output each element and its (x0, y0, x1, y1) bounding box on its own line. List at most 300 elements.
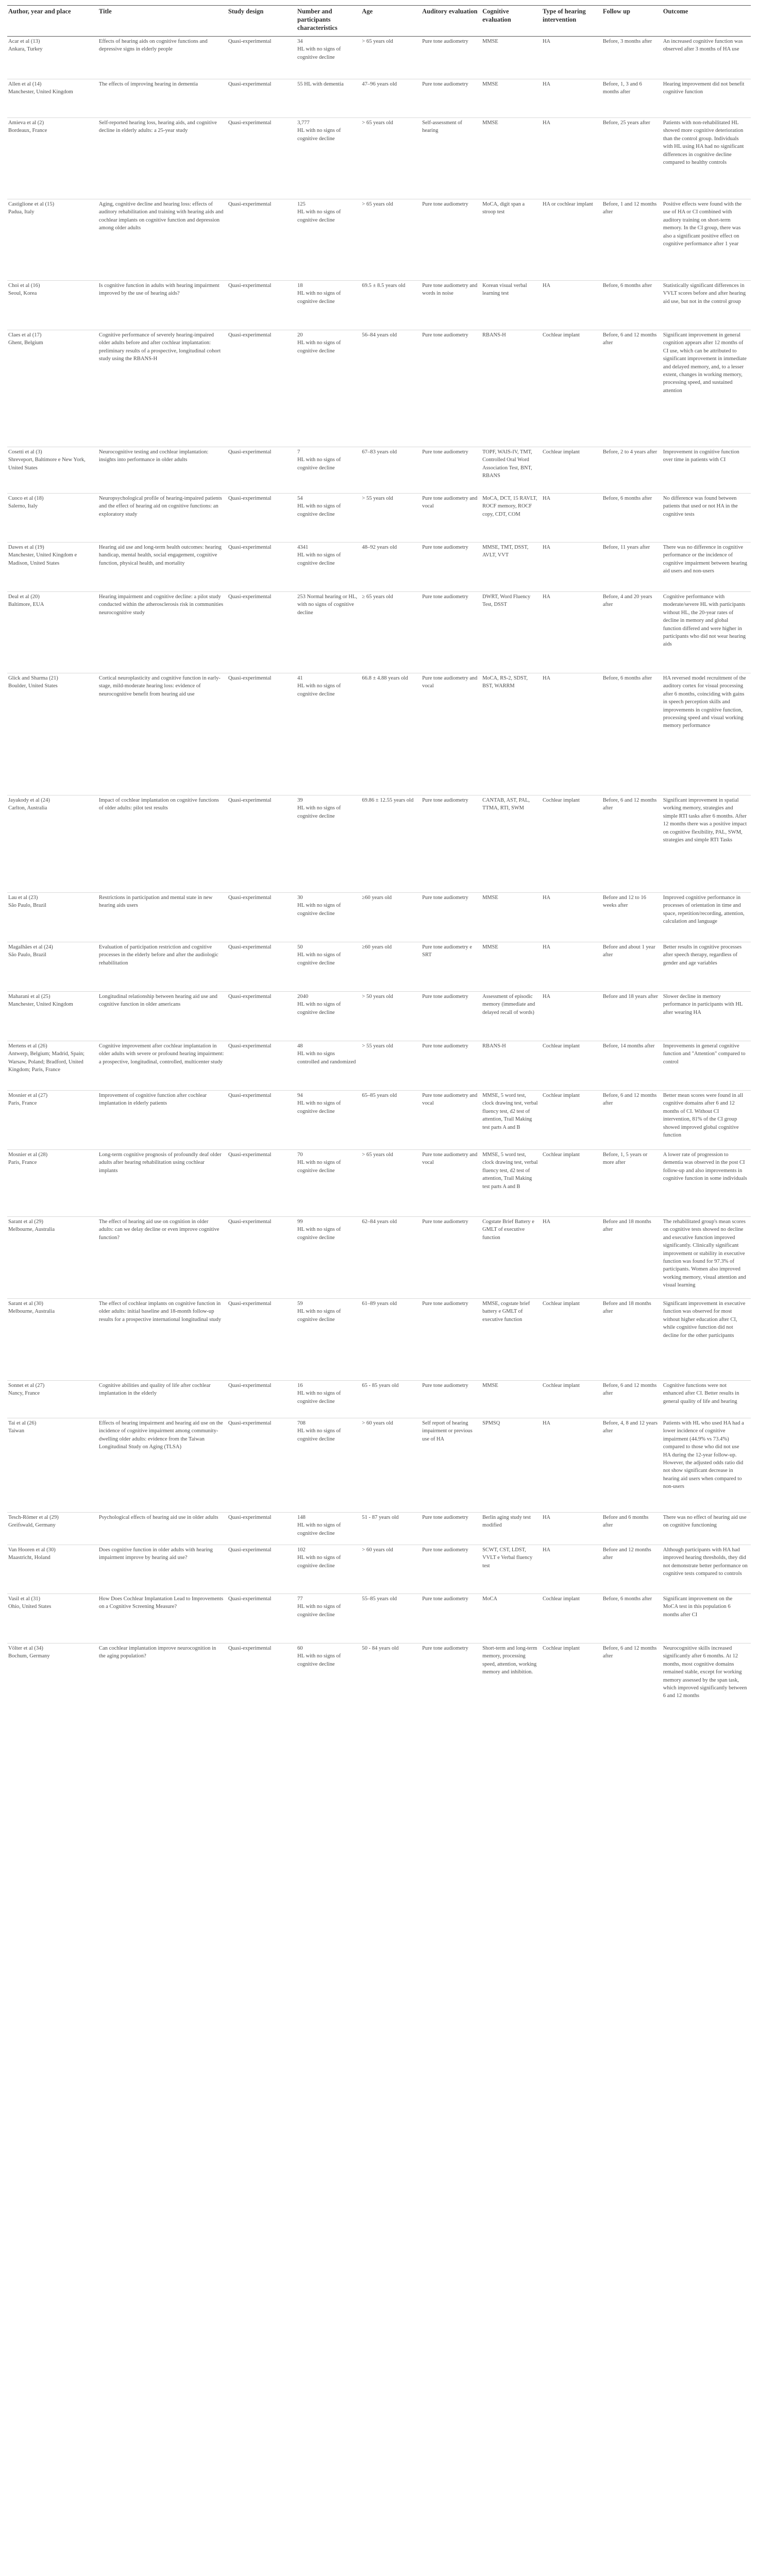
outcome-cell: Improved cognitive performance in processes of orientation in time and space, repetition/recording, attention, calculation and language (662, 893, 751, 942)
participants-cell: 77 HL with no signs of cognitive decline (296, 1594, 361, 1643)
column-header-participants: Number and participants characteristics (296, 6, 361, 37)
participants-cell: 48 HL with no signs controlled and randomized (296, 1041, 361, 1091)
table-row (7, 1041, 751, 1091)
hearing-intervention-cell: HA (542, 494, 602, 543)
age-cell: 51 - 87 years old (361, 1513, 421, 1545)
study-design-cell: Quasi-experimental (227, 1381, 296, 1418)
participants-cell: 125 HL with no signs of cognitive decline (296, 199, 361, 281)
cognitive-evaluation-cell: SPMSQ (481, 1418, 542, 1513)
outcome-cell: Slower decline in memory performance in participants with HL after wearing HA (662, 992, 751, 1041)
study-design-cell: Quasi-experimental (227, 893, 296, 942)
auditory-evaluation-cell: Pure tone audiometry (421, 330, 481, 447)
age-cell: > 65 years old (362, 39, 393, 44)
cognitive-evaluation-cell: Assessment of episodic memory (immediate and delayed recall of words) (481, 992, 542, 1041)
cognitive-evaluation-cell: MMSE, 5 word test, clock drawing test, verbal fluency test, d2 test of attention, Trail Making test parts A and B (481, 1150, 542, 1217)
cognitive-evaluation-cell: MMSE, 5 word test, clock drawing test, verbal fluency test, d2 test of attention, Trail Making test parts A and B (481, 1091, 542, 1150)
column-header-cognitive-evaluation: Cognitive evaluation (481, 6, 542, 37)
participants-cell: 99 HL with no signs of cognitive decline (296, 1217, 361, 1299)
title-cell: Hearing impairment and cognitive decline: a pilot study conducted within the atherosclerosis risk in communities neurocognitive study (98, 592, 227, 673)
table-row (7, 543, 751, 592)
study-design-cell: Quasi-experimental (227, 1150, 296, 1217)
column-header-author: Author, year and place (7, 6, 98, 37)
participants-cell: 54 HL with no signs of cognitive decline (296, 494, 361, 543)
author-place-cell: Mosnier et al (27) Paris, France (7, 1091, 98, 1150)
author-place-cell: Vasil et al (31) Ohio, United States (7, 1594, 98, 1643)
age-cell: 65 - 85 years old (361, 1381, 421, 1418)
outcome-cell: A lower rate of progression to dementia was observed in the post CI follow-up and also improvements in cognitive function in some individuals (662, 1150, 751, 1217)
title-cell: Longitudinal relationship between hearing aid use and cognitive function in older americans (98, 992, 227, 1041)
hearing-intervention-cell: HA (542, 1418, 602, 1513)
cognitive-evaluation-cell: DWRT, Word Fluency Test, DSST (481, 592, 542, 673)
title-cell: Neuropsychological profile of hearing-impaired patients and the effect of hearing aid on cognitive functions: an exploratory study (98, 494, 227, 543)
cognitive-evaluation-cell: Berlin aging study test modified (481, 1513, 542, 1545)
author-place-cell: Amieva et al (2) Bordeaux, France (7, 118, 98, 199)
table-row (7, 494, 751, 543)
follow-up-cell: Before, 6 months after (602, 494, 662, 543)
age-cell: ≥ 65 years old (361, 592, 421, 673)
outcome-cell: There was no effect of hearing aid use on cognitive functioning (662, 1513, 751, 1545)
hearing-intervention-cell: HA (542, 1217, 602, 1299)
study-design-cell: Quasi-experimental (227, 330, 296, 447)
participants-cell: 16 HL with no signs of cognitive decline (296, 1381, 361, 1418)
age-cell: > 65 years old (361, 118, 421, 199)
follow-up-cell: Before, 6 months after (602, 281, 662, 330)
table-row (7, 795, 751, 893)
studies-table (7, 5, 751, 1725)
auditory-evaluation-cell: Pure tone audiometry (421, 1594, 481, 1643)
auditory-evaluation-cell: Pure tone audiometry (421, 1643, 481, 1725)
auditory-evaluation-cell: Pure tone audiometry (421, 79, 481, 118)
auditory-evaluation-cell: Pure tone audiometry (421, 1217, 481, 1299)
table-row (7, 1150, 751, 1217)
hearing-intervention-cell: HA (542, 118, 602, 199)
follow-up-cell: Before, 14 months after (602, 1041, 662, 1091)
title-cell: Impact of cochlear implantation on cognitive functions of older adults: pilot test results (98, 795, 227, 893)
outcome-cell: Neurocognitive skills increased significantly after 6 months. At 12 months, most cognitive domains remained stable, except for working memory assessed by the span task, which improved significantly between 6 and 12 months (662, 1643, 751, 1725)
title-cell: Is cognitive function in adults with hearing impairment improved by the use of hearing aids? (98, 281, 227, 330)
participants-cell: 50 HL with no signs of cognitive decline (296, 942, 361, 992)
auditory-evaluation-cell: Pure tone audiometry (421, 1041, 481, 1091)
hearing-intervention-cell: Cochlear implant (542, 447, 602, 494)
author-place-cell: Sarant et al (30) Melbourne, Australia (7, 1299, 98, 1381)
author-place-cell: Castiglione et al (15) Padua, Italy (7, 199, 98, 281)
age-cell: > 55 years old (361, 494, 421, 543)
hearing-intervention-cell: HA (542, 992, 602, 1041)
author-place-cell: Tai et al (26) Taiwan (7, 1418, 98, 1513)
follow-up-cell: Before, 4, 8 and 12 years after (602, 1418, 662, 1513)
table-row (7, 673, 751, 795)
participants-cell: 253 Normal hearing or HL, with no signs of cognitive decline (296, 592, 361, 673)
outcome-cell: Cognitive performance with moderate/severe HL with participants without HL, the 20-year rates of decline in memory and global function differed and were higher in participants who did not wear hearing aids (662, 592, 751, 673)
title-cell: Self-reported hearing loss, hearing aids, and cognitive decline in elderly adults: a 25-year study (98, 118, 227, 199)
author-place-cell: Allen et al (14) Manchester, United Kingdom (7, 79, 98, 118)
hearing-intervention-cell: HA (542, 893, 602, 942)
table-header-row (7, 6, 751, 37)
cognitive-evaluation-cell: MoCA, DCT, 15 RAVLT, ROCF memory, ROCF copy, CDT, COM (481, 494, 542, 543)
study-design-cell: Quasi-experimental (227, 673, 296, 795)
table-row (7, 281, 751, 330)
participants-cell: 59 HL with no signs of cognitive decline (296, 1299, 361, 1381)
study-design-cell: Quasi-experimental (227, 795, 296, 893)
author-place-cell: Dawes et al (19) Manchester, United Kingdom e Madison, United States (7, 543, 98, 592)
outcome-cell: The rehabilitated group's mean scores on cognitive tests showed no decline and executive function improved significantly. Clinically significant improvement or stability in executive function was found for 97.3% of participants. Women also improved working memory, visual attention and visual learning (662, 1217, 751, 1299)
hearing-intervention-cell: Cochlear implant (542, 1594, 602, 1643)
follow-up-cell: Before, 6 and 12 months after (602, 1091, 662, 1150)
table-row (7, 447, 751, 494)
hearing-intervention-cell: HA or cochlear implant (542, 199, 602, 281)
author-place-cell: Choi et al (16) Seoul, Korea (7, 281, 98, 330)
table-row (7, 1217, 751, 1299)
table-row (7, 1299, 751, 1381)
participants-cell: 20 HL with no signs of cognitive decline (296, 330, 361, 447)
age-cell: 67–83 years old (361, 447, 421, 494)
follow-up-cell: Before, 6 and 12 months after (602, 1381, 662, 1418)
author-place-cell: Claes et al (17) Ghent, Belgium (7, 330, 98, 447)
column-header-age: Age (361, 6, 421, 37)
auditory-evaluation-cell: Pure tone audiometry (421, 893, 481, 942)
study-design-cell: Quasi-experimental (227, 79, 296, 118)
table-row (7, 893, 751, 942)
follow-up-cell: Before, 4 and 20 years after (602, 592, 662, 673)
study-design-cell: Quasi-experimental (227, 1545, 296, 1594)
auditory-evaluation-cell: Pure tone audiometry e SRT (421, 942, 481, 992)
cognitive-evaluation-cell: MoCA, RS-2, SDST, BST, WARRM (481, 673, 542, 795)
participants-cell: 94 HL with no signs of cognitive decline (296, 1091, 361, 1150)
study-design-cell: Quasi-experimental (227, 1418, 296, 1513)
cognitive-evaluation-cell: MMSE (481, 79, 542, 118)
cognitive-evaluation-cell: MoCA, digit span a stroop test (481, 199, 542, 281)
age-cell: > 65 years old (361, 1150, 421, 1217)
follow-up-cell: Before and 6 months after (602, 1513, 662, 1545)
column-header-title: Title (98, 6, 227, 37)
participants-cell: 7 HL with no signs of cognitive decline (296, 447, 361, 494)
hearing-intervention-cell: HA (542, 1513, 602, 1545)
participants-cell: 2040 HL with no signs of cognitive decline (296, 992, 361, 1041)
age-cell: > 60 years old (361, 1545, 421, 1594)
author-place-cell: Lau et al (23) São Paulo, Brazil (7, 893, 98, 942)
age-cell: 56–84 years old (361, 330, 421, 447)
auditory-evaluation-cell: Pure tone audiometry and vocal (421, 1091, 481, 1150)
hearing-intervention-cell: Cochlear implant (542, 1041, 602, 1091)
follow-up-cell: Before, 6 months after (602, 673, 662, 795)
table-row (7, 330, 751, 447)
author-place-cell: Tesch-Römer et al (29) Greifswald, Germany (7, 1513, 98, 1545)
cognitive-evaluation-cell: RBANS-H (481, 1041, 542, 1091)
hearing-intervention-cell: HA (542, 673, 602, 795)
title-cell: Effects of hearing aids on cognitive functions and depressive signs in elderly people (98, 39, 208, 53)
cognitive-evaluation-cell: MMSE (481, 118, 542, 199)
age-cell: ≥60 years old (361, 942, 421, 992)
auditory-evaluation-cell: Pure tone audiometry and words in noise (421, 281, 481, 330)
follow-up-cell: Before, 1, 3 and 6 months after (602, 79, 662, 118)
participants-cell: 4341 HL with no signs of cognitive decline (296, 543, 361, 592)
participants-cell: 39 HL with no signs of cognitive decline (296, 795, 361, 893)
hearing-intervention-cell: HA (542, 942, 602, 992)
auditory-evaluation-cell: Pure tone audiometry (421, 1299, 481, 1381)
participants-cell: 102 HL with no signs of cognitive decline (296, 1545, 361, 1594)
follow-up-cell: Before and 18 months after (602, 1299, 662, 1381)
outcome-cell: An increased cognitive function was observed after 3 months of HA use (663, 39, 743, 53)
title-cell: Psychological effects of hearing aid use in older adults (98, 1513, 227, 1545)
hearing-intervention-cell: Cochlear implant (542, 1381, 602, 1418)
cognitive-evaluation-cell: TOPF, WAIS-IV, TMT, Controlled Oral Word Association Test, BNT, RBANS (481, 447, 542, 494)
title-cell: Does cognitive function in older adults with hearing impairment improve by hearing aid use? (98, 1545, 227, 1594)
table-row (7, 199, 751, 281)
hearing-intervention-cell: HA (542, 39, 550, 44)
follow-up-cell: Before, 6 and 12 months after (602, 795, 662, 893)
author-place-cell: Völter et al (34) Bochum, Germany (7, 1643, 98, 1725)
cognitive-evaluation-cell: MMSE (481, 893, 542, 942)
study-design-cell: Quasi-experimental (227, 281, 296, 330)
follow-up-cell: Before and 12 months after (602, 1545, 662, 1594)
title-cell: Cognitive performance of severely hearing-impaired older adults before and after cochlear implantation: preliminary results of a prospective, longitudinal cohort study using the RBANS-H (98, 330, 227, 447)
column-header-hearing-intervention: Type of hearing intervention (542, 6, 602, 37)
title-cell: Cognitive improvement after cochlear implantation in older adults with severe or profound hearing impairment: a prospective, longitudinal, controlled, multicenter study (98, 1041, 227, 1091)
age-cell: ≥60 years old (361, 893, 421, 942)
study-design-cell: Quasi-experimental (227, 1643, 296, 1725)
auditory-evaluation-cell: Self report of hearing impairment or previous use of HA (421, 1418, 481, 1513)
study-design-cell: Quasi-experimental (227, 1513, 296, 1545)
outcome-cell: Patients with non-rehabilitated HL showed more cognitive deterioration than the control group. Individuals with HL using HA had no significant differences in cognitive decline compared to healthy controls (662, 118, 751, 199)
column-header-auditory-evaluation: Auditory evaluation (421, 6, 481, 37)
cognitive-evaluation-cell: MoCA (481, 1594, 542, 1643)
author-place-cell: Magalhães et al (24) São Paulo, Brazil (7, 942, 98, 992)
author-place-cell: Maharani et al (25) Manchester, United Kingdom (7, 992, 98, 1041)
cognitive-evaluation-cell: MMSE (481, 942, 542, 992)
study-design-cell: Quasi-experimental (227, 199, 296, 281)
table-row (7, 992, 751, 1041)
column-header-study-design: Study design (227, 6, 296, 37)
title-cell: How Does Cochlear Implantation Lead to Improvements on a Cognitive Screening Measure? (98, 1594, 227, 1643)
author-place-cell: Sonnet et al (27) Nancy, France (7, 1381, 98, 1418)
auditory-evaluation-cell: Pure tone audiometry (421, 199, 481, 281)
participants-cell: 55 HL with dementia (296, 79, 361, 118)
hearing-intervention-cell: HA (542, 543, 602, 592)
outcome-cell: Positive effects were found with the use of HA or CI combined with auditory training on short-term memory. In the CI group, there was also a significant positive effect on cognitive performance after 1 year (662, 199, 751, 281)
follow-up-cell: Before and 18 years after (602, 992, 662, 1041)
hearing-intervention-cell: HA (542, 1545, 602, 1594)
outcome-cell: Better mean scores were found in all cognitive domains after 6 and 12 months of CI. Without CI intervention, 81% of the CI group showed improved global cognitive function (662, 1091, 751, 1150)
table-row (7, 592, 751, 673)
title-cell: Restrictions in participation and mental state in new hearing aids users (98, 893, 227, 942)
auditory-evaluation-cell: Pure tone audiometry (421, 1381, 481, 1418)
cognitive-evaluation-cell: Short-term and long-term memory, processing speed, attention, working memory and inhibition. (481, 1643, 542, 1725)
age-cell: > 60 years old (361, 1418, 421, 1513)
follow-up-cell: Before, 3 months after (602, 39, 652, 44)
participants-cell: 60 HL with no signs of cognitive decline (296, 1643, 361, 1725)
age-cell: > 65 years old (361, 199, 421, 281)
cognitive-evaluation-cell: MMSE (482, 39, 498, 44)
author-place-cell: Cosetti et al (3) Shreveport, Baltimore e New York, United States (7, 447, 98, 494)
auditory-evaluation-cell: Pure tone audiometry (421, 1545, 481, 1594)
table-row (7, 1513, 751, 1545)
auditory-evaluation-cell: Pure tone audiometry (422, 39, 468, 44)
title-cell: Hearing aid use and long-term health outcomes: hearing handicap, mental health, social engagement, cognitive function, physical health, and mortality (98, 543, 227, 592)
study-design-cell: Quasi-experimental (227, 1594, 296, 1643)
auditory-evaluation-cell: Pure tone audiometry (421, 592, 481, 673)
table-row (7, 1091, 751, 1150)
author-place-cell: Glick and Sharma (21) Boulder, United States (7, 673, 98, 795)
outcome-cell: Improvement in cognitive function over time in patients with CI (662, 447, 751, 494)
author-place-cell: Jayakody et al (24) Carlton, Australia (7, 795, 98, 893)
hearing-intervention-cell: HA (542, 79, 602, 118)
auditory-evaluation-cell: Self-assessment of hearing (421, 118, 481, 199)
auditory-evaluation-cell: Pure tone audiometry and vocal (421, 494, 481, 543)
follow-up-cell: Before, 1, 5 years or more after (602, 1150, 662, 1217)
cognitive-evaluation-cell: SCWT, CST, LDST, VVLT e Verbal fluency test (481, 1545, 542, 1594)
outcome-cell: Cognitive functions were not enhanced after CI. Better results in general quality of life and hearing (662, 1381, 751, 1418)
follow-up-cell: Before, 1 and 12 months after (602, 199, 662, 281)
study-design-cell: Quasi-experimental (228, 39, 272, 44)
participants-cell: 30 HL with no signs of cognitive decline (296, 893, 361, 942)
study-design-cell: Quasi-experimental (227, 118, 296, 199)
title-cell: Improvement of cognitive function after cochlear implantation in elderly patients (98, 1091, 227, 1150)
age-cell: 55–85 years old (361, 1594, 421, 1643)
follow-up-cell: Before and 12 to 16 weeks after (602, 893, 662, 942)
follow-up-cell: Before, 6 and 12 months after (602, 330, 662, 447)
title-cell: The effect of cochlear implants on cognitive function in older adults: initial baseline and 18-month follow-up results for a prospective international longitudinal study (98, 1299, 227, 1381)
study-design-cell: Quasi-experimental (227, 1041, 296, 1091)
outcome-cell: Significant improvement in executive function was observed for most without higher education after CI, while cognitive function did not decline for the other participants (662, 1299, 751, 1381)
hearing-intervention-cell: Cochlear implant (542, 1150, 602, 1217)
table-row (7, 942, 751, 992)
participants-cell: 708 HL with no signs of cognitive decline (296, 1418, 361, 1513)
study-design-cell: Quasi-experimental (227, 992, 296, 1041)
auditory-evaluation-cell: Pure tone audiometry and vocal (421, 1150, 481, 1217)
outcome-cell: Significant improvement on the MoCA test in this population 6 months after CI (662, 1594, 751, 1643)
title-cell: Effects of hearing impairment and hearing aid use on the incidence of cognitive impairment among community-dwelling older adults: evidence from the Taiwan Longitudinal Study on Aging (TLSA) (98, 1418, 227, 1513)
table-row (7, 1381, 751, 1418)
follow-up-cell: Before, 2 to 4 years after (602, 447, 662, 494)
cognitive-evaluation-cell: MMSE, TMT, DSST, AVLT, VVT (481, 543, 542, 592)
follow-up-cell: Before and 18 months after (602, 1217, 662, 1299)
study-design-cell: Quasi-experimental (227, 447, 296, 494)
table-row (7, 1643, 751, 1725)
study-design-cell: Quasi-experimental (227, 1299, 296, 1381)
title-cell: Long-term cognitive prognosis of profoundly deaf older adults after hearing rehabilitation using cochlear implants (98, 1150, 227, 1217)
outcome-cell: Patients with HL who used HA had a lower incidence of cognitive impairment (44.9% vs 73.4%) compared to those who did not use HA during the 12-year follow-up. However, the adjusted odds ratio did not show significant decrease in hearing aid users when compared to non-users (662, 1418, 751, 1513)
participants-cell: 70 HL with no signs of cognitive decline (296, 1150, 361, 1217)
author-place-cell: Mertens et al (26) Antwerp, Belgium; Madrid, Spain; Warsaw, Poland; Bradford, United Kingdom; Paris, France (7, 1041, 98, 1091)
age-cell: 50 - 84 years old (361, 1643, 421, 1725)
age-cell: 65–85 years old (361, 1091, 421, 1150)
age-cell: 66.8 ± 4.88 years old (361, 673, 421, 795)
cognitive-evaluation-cell: Korean visual verbal learning test (481, 281, 542, 330)
outcome-cell: No difference was found between patients that used or not HA in the cognitive tests (662, 494, 751, 543)
follow-up-cell: Before, 6 months after (602, 1594, 662, 1643)
cognitive-evaluation-cell: RBANS-H (481, 330, 542, 447)
participants-cell: 148 HL with no signs of cognitive decline (296, 1513, 361, 1545)
hearing-intervention-cell: Cochlear implant (542, 1643, 602, 1725)
table-row (7, 37, 751, 79)
outcome-cell: Significant improvement in spatial working memory, strategies and simple RTI tasks after 6 months. After 12 months there was a positive impact on cognitive flexibility, PAL, SWM, strategies and simple RTI Tasks (662, 795, 751, 893)
column-header-outcome: Outcome (662, 6, 751, 37)
study-design-cell: Quasi-experimental (227, 494, 296, 543)
auditory-evaluation-cell: Pure tone audiometry (421, 992, 481, 1041)
participants-cell: 18 HL with no signs of cognitive decline (296, 281, 361, 330)
study-design-cell: Quasi-experimental (227, 1217, 296, 1299)
title-cell: Evaluation of participation restriction and cognitive processes in the elderly before and after the audiologic rehabilitation (98, 942, 227, 992)
title-cell: Cortical neuroplasticity and cognitive function in early-stage, mild-moderate hearing loss: evidence of neurocognitive benefit from hearing aid use (98, 673, 227, 795)
age-cell: 48–92 years old (361, 543, 421, 592)
results-table-container (7, 5, 751, 1725)
age-cell: > 50 years old (361, 992, 421, 1041)
outcome-cell: There was no difference in cognitive performance or the incidence of cognitive impairment between hearing aid users and non-users (662, 543, 751, 592)
outcome-cell: Improvements in general cognitive function and "Attention" compared to control (662, 1041, 751, 1091)
follow-up-cell: Before, 25 years after (602, 118, 662, 199)
outcome-cell: HA reversed model recruitment of the auditory cortex for visual processing after 6 months, coinciding with gains in speech perception skills and improvements in cognitive function, processing speed and visual working memory performance (662, 673, 751, 795)
hearing-intervention-cell: Cochlear implant (542, 330, 602, 447)
author-place-cell: Mosnier et al (28) Paris, France (7, 1150, 98, 1217)
participants-cell: 41 HL with no signs of cognitive decline (296, 673, 361, 795)
auditory-evaluation-cell: Pure tone audiometry (421, 795, 481, 893)
age-cell: > 55 years old (361, 1041, 421, 1091)
column-header-follow-up: Follow up (602, 6, 662, 37)
outcome-cell: Statistically significant differences in VVLT scores before and after hearing aid use, but not in the control group (662, 281, 751, 330)
study-design-cell: Quasi-experimental (227, 1091, 296, 1150)
follow-up-cell: Before, 11 years after (602, 543, 662, 592)
outcome-cell: Better results in cognitive processes after speech therapy, regardless of gender and age variables (662, 942, 751, 992)
age-cell: 62–84 years old (361, 1217, 421, 1299)
cognitive-evaluation-cell: MMSE, cogstate brief battery e GMLT of executive function (481, 1299, 542, 1381)
author-place-cell: Van Hooren et al (30) Maastricht, Holand (7, 1545, 98, 1594)
cognitive-evaluation-cell: Cogstate Brief Battery e GMLT of executive function (481, 1217, 542, 1299)
title-cell: Neurocognitive testing and cochlear implantation: insights into performance in older adults (98, 447, 227, 494)
hearing-intervention-cell: HA (542, 592, 602, 673)
participants-cell: 34 HL with no signs of cognitive decline (297, 39, 341, 60)
outcome-cell: Although participants with HA had improved hearing thresholds, they did not demonstrate better performance on cognitive tests compared to controls (662, 1545, 751, 1594)
cognitive-evaluation-cell: MMSE (481, 1381, 542, 1418)
table-row (7, 118, 751, 199)
title-cell: Cognitive abilities and quality of life after cochlear implantation in the elderly (98, 1381, 227, 1418)
title-cell: The effect of hearing aid use on cognition in older adults: can we delay decline or even improve cognitive function? (98, 1217, 227, 1299)
age-cell: 69.86 ± 12.55 years old (361, 795, 421, 893)
table-row (7, 1545, 751, 1594)
auditory-evaluation-cell: Pure tone audiometry (421, 447, 481, 494)
outcome-cell: Significant improvement in general cognition appears after 12 months of CI use, which can be attributed to significant improvement in immediate and delayed memory, and, to a lesser extent, changes in working memory, processing speed, and sustained attention (662, 330, 751, 447)
auditory-evaluation-cell: Pure tone audiometry and vocal (421, 673, 481, 795)
title-cell: Aging, cognitive decline and hearing loss: effects of auditory rehabilitation and training with hearing aids and cochlear implants on cognitive function and depression among older adults (98, 199, 227, 281)
age-cell: 61–89 years old (361, 1299, 421, 1381)
hearing-intervention-cell: Cochlear implant (542, 795, 602, 893)
age-cell: 47–96 years old (361, 79, 421, 118)
study-design-cell: Quasi-experimental (227, 543, 296, 592)
auditory-evaluation-cell: Pure tone audiometry (421, 543, 481, 592)
age-cell: 69.5 ± 8.5 years old (361, 281, 421, 330)
table-row (7, 1418, 751, 1513)
auditory-evaluation-cell: Pure tone audiometry (421, 1513, 481, 1545)
author-place-cell: Deal et al (20) Baltimore, EUA (7, 592, 98, 673)
author-place-cell: Cuoco et al (18) Salerno, Italy (7, 494, 98, 543)
study-design-cell: Quasi-experimental (227, 592, 296, 673)
author-place-cell: Sarant et al (29) Melbourne, Australia (7, 1217, 98, 1299)
table-row (7, 79, 751, 118)
table-body (7, 37, 751, 1725)
study-design-cell: Quasi-experimental (227, 942, 296, 992)
hearing-intervention-cell: Cochlear implant (542, 1299, 602, 1381)
cognitive-evaluation-cell: CANTAB, AST, PAL, TTMA, RTI, SWM (481, 795, 542, 893)
table-row (7, 1594, 751, 1643)
outcome-cell: Hearing improvement did not benefit cognitive function (662, 79, 751, 118)
hearing-intervention-cell: HA (542, 281, 602, 330)
title-cell: The effects of improving hearing in dementia (98, 79, 227, 118)
hearing-intervention-cell: Cochlear implant (542, 1091, 602, 1150)
title-cell: Can cochlear implantation improve neurocognition in the aging population? (98, 1643, 227, 1725)
participants-cell: 3,777 HL with no signs of cognitive decline (296, 118, 361, 199)
follow-up-cell: Before, 6 and 12 months after (602, 1643, 662, 1725)
author-place-cell: Acar et al (13) Ankara, Turkey (8, 39, 43, 53)
follow-up-cell: Before and about 1 year after (602, 942, 662, 992)
